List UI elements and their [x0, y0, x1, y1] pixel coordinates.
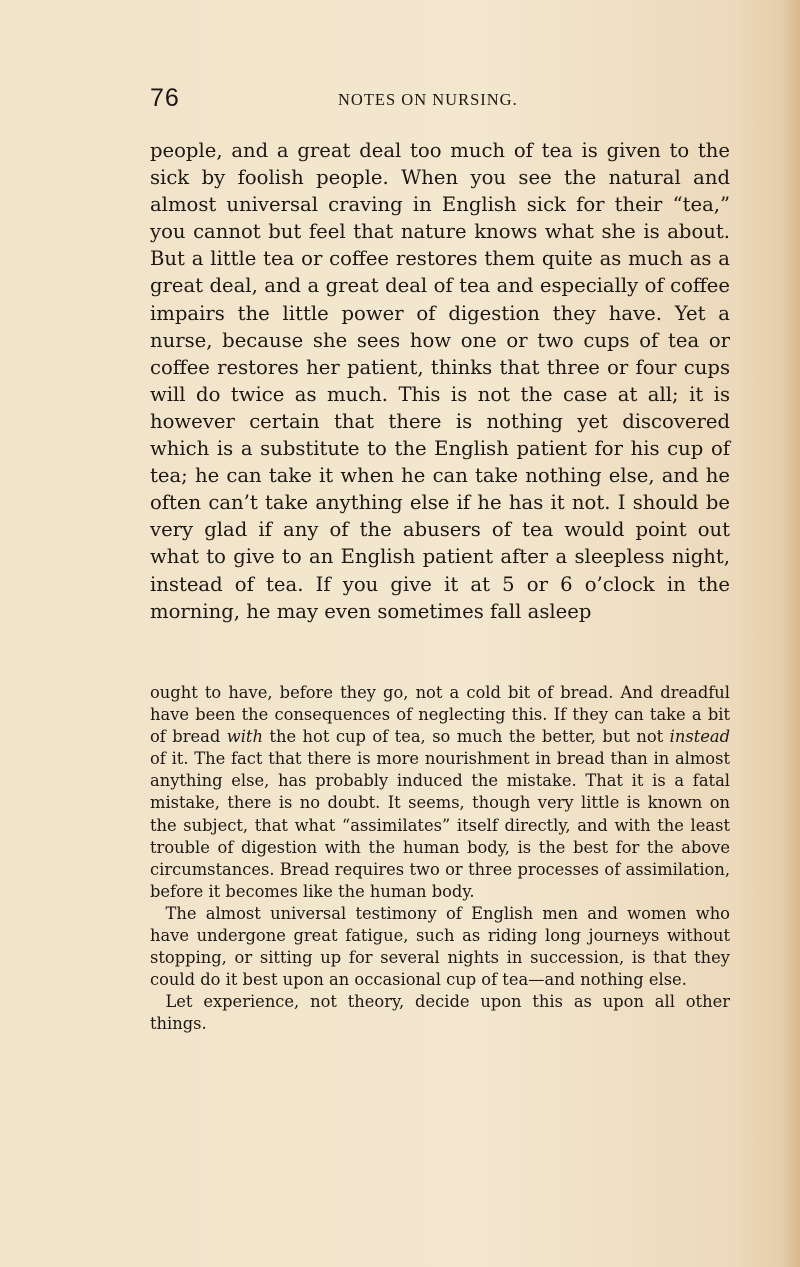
- footnote-paragraph-bread: [150, 682, 730, 903]
- footnote-text: the hot cup of tea, so much the better, but not: [262, 727, 670, 747]
- footnote-text: ought to have, before they go, not a cold bit of bread. And dreadful have been the consequences of neglecting this. If they can take a bit of bread: [150, 683, 730, 747]
- main-paragraph: people, and a great deal too much of tea is given to the sick by foolish people. When you see the natural and almost universal craving in English sick for their “tea,” you cannot but feel that nature knows what she is about. But a little tea or coffee restores them quite as much as a great deal, and a great deal of tea and especially of coffee impairs the little power of digestion they have. Yet a nurse, because she sees how one or two cups of tea or coffee restores her patient, thinks that three or four cups will do twice as much. This is not the case at all; it is however certain that there is nothing yet discovered which is a substitute to the English patient for his cup of tea; he can take it when he can take nothing else, and he often can’t take anything else if he has it not. I should be very glad if any of the abusers of tea would point out what to give to an English patient after a sleepless night, instead of tea. If you give it at 5 or 6 o’clock in the morning, he may even sometimes fall asleep: [150, 139, 730, 623]
- running-title: NOTES ON NURSING.: [338, 90, 518, 109]
- footnote-paragraph-experience: Let experience, not theory, decide upon this as upon all other things.: [150, 992, 730, 1034]
- footnote-paragraph-testimony: The almost universal testimony of English men and women who have undergone great fatigue, such as riding long journeys without stopping, or sitting up for several nights in succession, is that they could do it best upon an occasional cup of tea—and nothing else.: [150, 903, 730, 990]
- page-number: 76: [150, 84, 180, 112]
- footnote-text: of it. The fact that there is more nourishment in bread than in almost anything else, has probably induced the mistake. That it is a fatal mistake, there is no doubt. It seems, though very little is known on the subject, that what “assimilates” itself directly, and with the least trouble of digestion with the human body, is the best for the above circumstances. Bread requires two or three processes of assimilation, before it becomes like the human body.: [150, 749, 730, 901]
- page-header: [150, 84, 730, 114]
- page-edge-stain: [782, 0, 800, 1267]
- footnote-block: [150, 682, 730, 1036]
- emphasis-instead: instead: [669, 727, 731, 747]
- emphasis-with: with: [226, 727, 263, 747]
